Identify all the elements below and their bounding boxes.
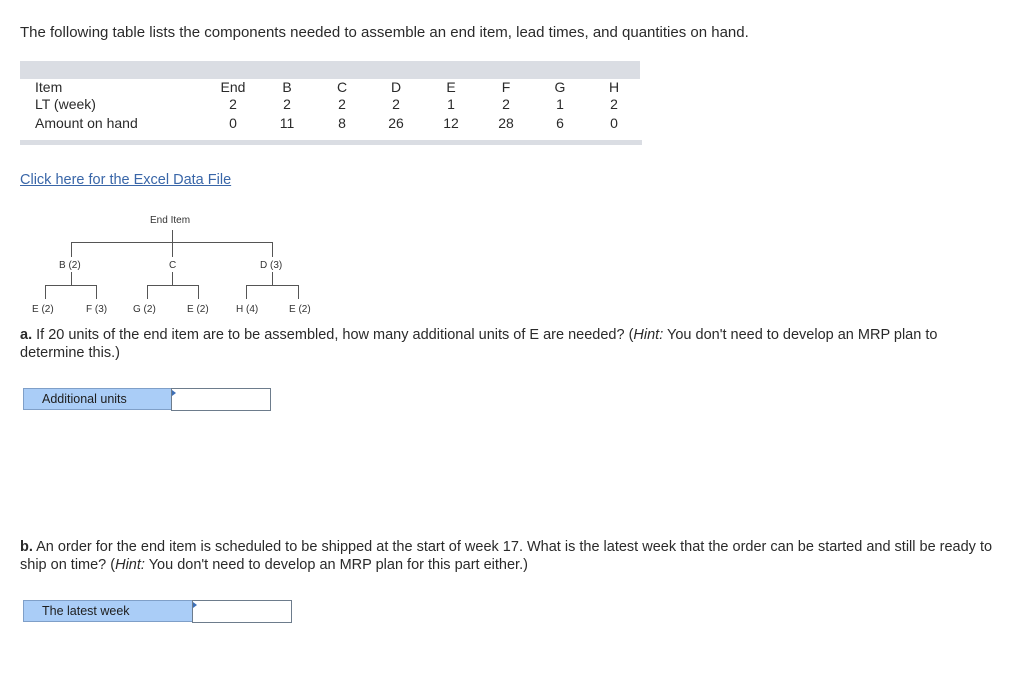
- tree-node-h: H (4): [236, 304, 259, 315]
- table-cell: 6: [556, 115, 564, 131]
- table-cell: 2: [338, 96, 346, 112]
- tree-node-b: B (2): [59, 260, 81, 271]
- tree-node-e: E (2): [187, 304, 209, 315]
- table-cell: C: [336, 79, 348, 95]
- table-cell: H: [608, 79, 620, 95]
- additional-units-input[interactable]: [171, 388, 271, 411]
- tree-node-f: F (3): [86, 304, 108, 315]
- table-cell: D: [390, 79, 402, 95]
- table-cell: 1: [556, 96, 564, 112]
- table-cell: 1: [447, 96, 455, 112]
- tree-node-c: C: [169, 260, 177, 271]
- table-cell: 12: [443, 115, 459, 131]
- tree-node-g: G (2): [133, 304, 156, 315]
- table-cell: E: [446, 79, 456, 95]
- table-cell: 2: [283, 96, 291, 112]
- table-cell: B: [282, 79, 292, 95]
- row-label-lt: LT (week): [35, 96, 96, 112]
- tree-node-e: E (2): [32, 304, 54, 315]
- table-cell: G: [554, 79, 566, 95]
- table-cell: 2: [502, 96, 510, 112]
- table-cell: 28: [498, 115, 514, 131]
- row-label-onhand: Amount on hand: [35, 115, 138, 131]
- row-label-item: Item: [35, 79, 63, 95]
- tree-node-d: D (3): [260, 260, 283, 271]
- table-cell: F: [501, 79, 511, 95]
- table-cell: 2: [229, 96, 237, 112]
- table-cell: 0: [610, 115, 618, 131]
- question-a: a. If 20 units of the end item are to be assembled, how many additional units of E are needed? (Hint: You don't need to develop an MRP plan to determine this.): [20, 327, 938, 361]
- table-cell: 11: [279, 115, 295, 131]
- table-cell: 2: [610, 96, 618, 112]
- latest-week-input[interactable]: [192, 600, 292, 623]
- input-marker-icon: [193, 602, 197, 608]
- table-cell: End: [220, 79, 246, 95]
- additional-units-label: Additional units: [23, 388, 172, 410]
- input-marker-icon: [172, 390, 176, 396]
- table-cell: 2: [392, 96, 400, 112]
- question-b: b. An order for the end item is scheduled to be shipped at the start of week 17. What is the latest week that the order can be started and still be ready to ship on time? (Hint: You don't need to develop an MRP plan for this part either.): [20, 539, 993, 573]
- tree-node-e: E (2): [289, 304, 311, 315]
- table-cell: 8: [338, 115, 346, 131]
- latest-week-label: The latest week: [23, 600, 193, 622]
- table-cell: 26: [388, 115, 404, 131]
- excel-data-link[interactable]: Click here for the Excel Data File: [20, 172, 232, 188]
- table-cell: 0: [229, 115, 237, 131]
- tree-node-root: End Item: [150, 215, 191, 226]
- intro-text: The following table lists the components needed to assemble an end item, lead times, and quantities on hand.: [20, 24, 749, 41]
